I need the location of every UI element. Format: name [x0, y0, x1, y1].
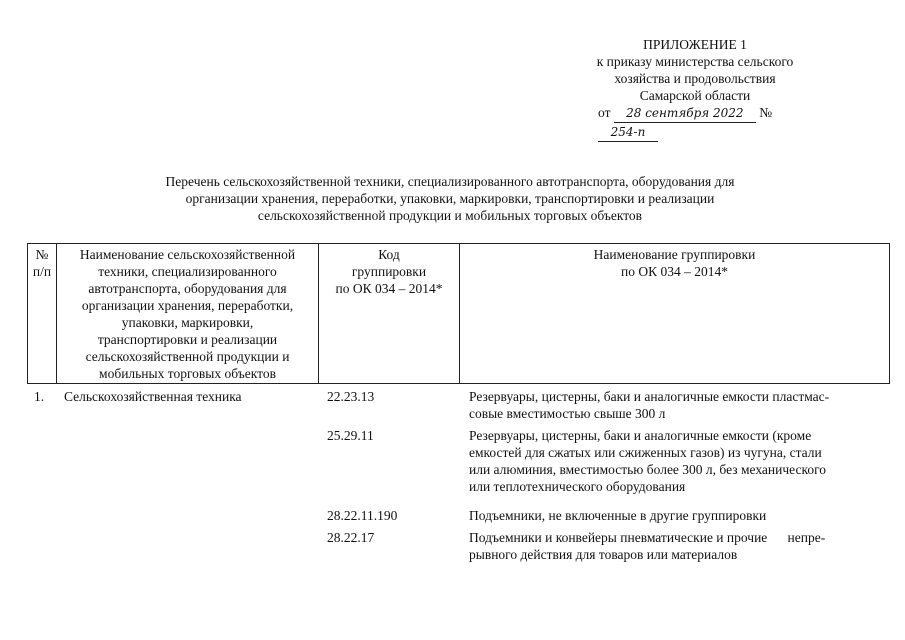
appendix-line-3: Самарской области: [639, 88, 751, 103]
title-line-3: сельскохозяйственной продукции и мобильных торговых объектов: [257, 208, 643, 223]
row-num: 1.: [34, 389, 45, 404]
appendix-block: [560, 36, 830, 142]
number-label: №: [759, 105, 773, 120]
table-header-bottom-border: [27, 383, 890, 384]
row-code: 28.22.11.190: [327, 508, 398, 523]
row-desc-line: Подъемники, не включенные в другие группировки: [469, 508, 767, 523]
row-code: 25.29.11: [327, 428, 374, 443]
title-line-2: организации хранения, переработки, упаковки, маркировки, транспортировки и реализации: [185, 191, 715, 206]
row-desc-line: совые вместимостью свыше 300 л: [469, 406, 666, 421]
row-desc-line: или алюминия, вместимостью более 300 л, без механического: [469, 462, 827, 477]
header-name: Наименование сельскохозяйственной техники, специализированного автотранспорта, оборудования для организации хранения, переработки, упаковки, маркировки, транспортировки и реализации сельскохозяйственной продукции и мобильных торговых объектов: [79, 247, 296, 381]
header-code: Код группировки по ОК 034 – 2014*: [335, 247, 443, 296]
row-desc-line: рывного действия для товаров или материалов: [469, 547, 738, 562]
row-desc-line: Подъемники и конвейеры пневматические и прочие непре-: [469, 530, 826, 545]
row-desc-line: Резервуары, цистерны, баки и аналогичные емкости пластмас-: [469, 389, 830, 404]
appendix-line-1: к приказу министерства сельского: [596, 54, 794, 69]
appendix-title: ПРИЛОЖЕНИЕ 1: [643, 37, 747, 52]
handwritten-number: 254-п: [598, 124, 658, 142]
col-border-4: [889, 243, 890, 383]
row-desc-line: Резервуары, цистерны, баки и аналогичные емкости (кроме: [469, 428, 812, 443]
document-title: [110, 173, 790, 224]
title-line-1: Перечень сельскохозяйственной техники, специализированного автотранспорта, оборудования для: [165, 174, 735, 189]
from-label: от: [598, 105, 611, 120]
appendix-date-line: [560, 104, 830, 142]
header-group: Наименование группировки по ОК 034 – 2014*: [593, 247, 756, 279]
row-name: Сельскохозяйственная техника: [64, 389, 242, 404]
header-num: № п/п: [32, 247, 52, 279]
row-code: 28.22.17: [327, 530, 375, 545]
handwritten-date: 28 сентября 2022: [614, 105, 756, 123]
appendix-line-2: хозяйства и продовольствия: [614, 71, 776, 86]
row-desc-line: емкостей для сжатых или сжиженных газов) из чугуна, стали: [469, 445, 822, 460]
row-desc-line: или теплотехнического оборудования: [469, 479, 686, 494]
row-code: 22.23.13: [327, 389, 375, 404]
